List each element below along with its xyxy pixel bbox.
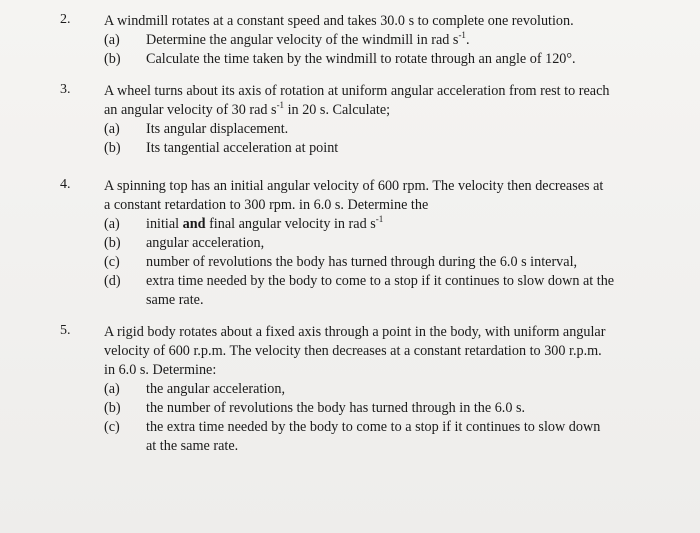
part-label: (d) <box>104 273 121 289</box>
part-text: the angular acceleration, <box>146 381 286 397</box>
part-a <box>104 380 644 399</box>
part-text: angular acceleration, <box>146 235 265 251</box>
question-stem: A windmill rotates at a constant speed and takes 30.0 s to complete one revolution. <box>104 13 574 29</box>
part-label: (b) <box>104 235 121 251</box>
part-label: (a) <box>104 216 120 232</box>
part-text: the extra time needed by the body to come to a stop if it continues to slow down <box>146 419 601 435</box>
part-text: Its tangential acceleration at point <box>146 140 339 156</box>
part-a <box>104 120 644 139</box>
question-number: 4. <box>60 177 71 192</box>
part-a: (a) initial and final angular velocity in rad $s^{-1}$ <box>104 214 384 232</box>
part-label: (a) <box>104 121 120 137</box>
part-label: (b) <box>104 400 121 416</box>
question-stem-line: A spinning top has an initial angular velocity of 600 rpm. The velocity then decreases at <box>104 178 604 194</box>
part-text: Its angular displacement. <box>146 121 289 137</box>
question-stem-line: velocity of 600 r.p.m. The velocity then decreases at a constant retardation to 300 r.p.m. <box>104 343 602 359</box>
exponent: -1 <box>375 214 384 224</box>
part-b <box>104 234 644 253</box>
part-text: the number of revolutions the body has turned through in the 6.0 s. <box>146 400 526 416</box>
part-label: (a) <box>104 381 120 397</box>
part-c <box>104 418 644 437</box>
exponent: -1 <box>276 100 285 110</box>
part-text: Determine the angular velocity of the windmill in rad s <box>146 32 459 48</box>
part-continuation: same rate. <box>146 292 204 308</box>
question-number: 2. <box>60 12 71 27</box>
part-continuation: at the same rate. <box>146 438 239 454</box>
part-d <box>104 272 644 291</box>
question-stem-line: an angular velocity of 30 rad $s^{-1}$ in 20 s. Calculate; <box>104 100 391 118</box>
part-c <box>104 253 644 272</box>
question-stem-line: in 6.0 s. Determine: <box>104 362 217 378</box>
part-label: (a) <box>104 32 120 48</box>
question-number: 5. <box>60 323 71 338</box>
question-stem-line: A rigid body rotates about a fixed axis through a point in the body, with uniform angular <box>104 324 606 340</box>
part-b <box>104 399 644 418</box>
part-b <box>104 50 644 69</box>
part-text: number of revolutions the body has turned through during the 6.0 s interval, <box>146 254 578 270</box>
question-stem-line: A wheel turns about its axis of rotation at uniform angular acceleration from rest to reach <box>104 83 610 99</box>
part-label: (b) <box>104 51 121 67</box>
exponent: -1 <box>458 30 466 40</box>
question-stem-line: a constant retardation to 300 rpm. in 6.0 s. Determine the <box>104 197 429 213</box>
part-label: (c) <box>104 254 120 270</box>
part-label: (c) <box>104 419 120 435</box>
part-text: extra time needed by the body to come to a stop if it continues to slow down at the <box>146 273 615 289</box>
question-number: 3. <box>60 82 71 97</box>
part-label: (b) <box>104 140 121 156</box>
part-b <box>104 139 644 158</box>
part-a: (a) Determine the angular velocity of the windmill in rad $s^{-1}$. <box>104 30 470 48</box>
part-text: Calculate the time taken by the windmill to rotate through an angle of 120°. <box>146 51 576 67</box>
